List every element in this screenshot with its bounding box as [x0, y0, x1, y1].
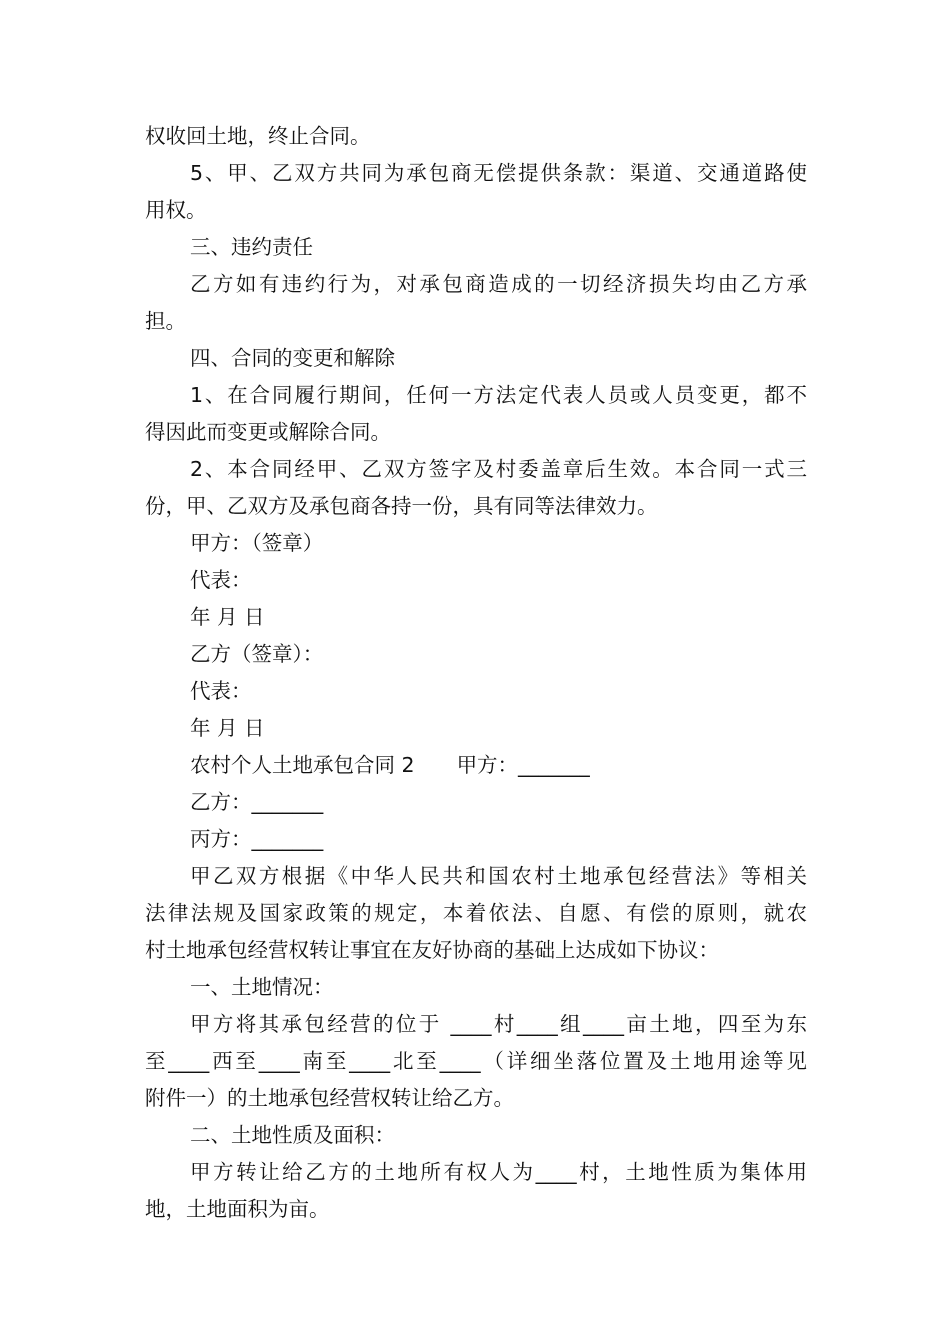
- text-line: 权收回土地，终止合同。: [145, 124, 371, 148]
- party-b-field: 乙方：_______: [190, 790, 324, 814]
- text-line: 甲方将其承包经营的位于 ____村____组____亩土地，四至为东: [190, 1012, 807, 1036]
- signature-line: 甲方：（签章）: [190, 531, 324, 555]
- party-c-field: 丙方：_______: [190, 827, 324, 851]
- contract-title: 农村个人土地承包合同 2: [190, 753, 415, 777]
- text-line: 地，土地面积为亩。: [145, 1197, 330, 1221]
- text-line: 附件一）的土地承包经营权转让给乙方。: [145, 1086, 514, 1110]
- section-heading: 三、违约责任: [190, 235, 313, 259]
- section-heading: 四、合同的变更和解除: [190, 346, 395, 370]
- document-body: [145, 118, 807, 1228]
- signature-line: 代表：: [190, 679, 252, 703]
- text-line: 用权。: [145, 198, 207, 222]
- section-heading: 二、土地性质及面积：: [190, 1123, 395, 1147]
- text-line: 得因此而变更或解除合同。: [145, 420, 391, 444]
- text-line: 甲乙双方根据《中华人民共和国农村土地承包经营法》等相关: [190, 864, 807, 888]
- section-heading: 一、土地情况：: [190, 975, 334, 999]
- text-line: 至____西至____南至____北至____（详细坐落位置及土地用途等见: [145, 1049, 807, 1073]
- text-line: 1、在合同履行期间，任何一方法定代表人员或人员变更，都不: [190, 383, 807, 407]
- text-line: 5、甲、乙双方共同为承包商无偿提供条款：渠道、交通道路使: [190, 161, 807, 185]
- party-a-field: 甲方：_______: [456, 753, 590, 777]
- contract-title-line: [145, 747, 807, 784]
- text-line: 2、本合同经甲、乙双方签字及村委盖章后生效。本合同一式三: [190, 457, 807, 481]
- text-line: 担。: [145, 309, 186, 333]
- text-line: 份，甲、乙双方及承包商各持一份，具有同等法律效力。: [145, 494, 658, 518]
- text-line: 法律法规及国家政策的规定，本着依法、自愿、有偿的原则，就农: [145, 901, 807, 925]
- signature-line: 代表：: [190, 568, 252, 592]
- signature-line: 乙方（签章）：: [190, 642, 324, 666]
- date-line: 年 月 日: [190, 605, 265, 629]
- text-line: 村土地承包经营权转让事宜在友好协商的基础上达成如下协议：: [145, 938, 719, 962]
- text-line: 乙方如有违约行为，对承包商造成的一切经济损失均由乙方承: [190, 272, 807, 296]
- text-line: 甲方转让给乙方的土地所有权人为____村，土地性质为集体用: [190, 1160, 807, 1184]
- date-line: 年 月 日: [190, 716, 265, 740]
